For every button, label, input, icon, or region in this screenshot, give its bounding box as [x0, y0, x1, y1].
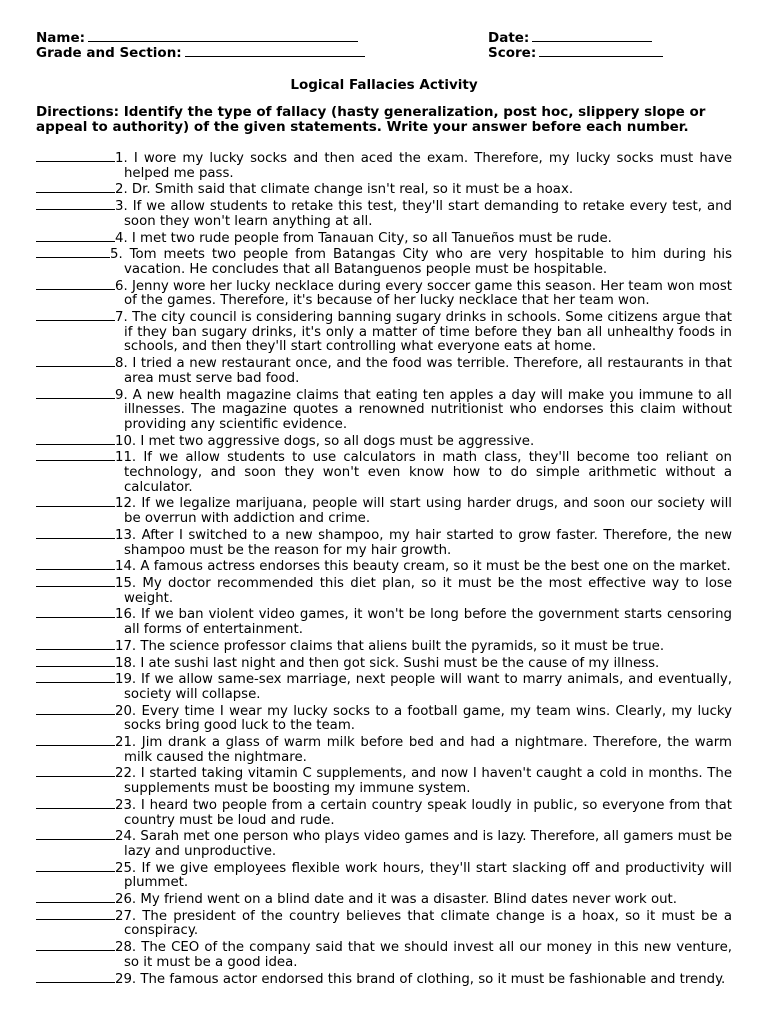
- item-text: 21. Jim drank a glass of warm milk before bed and had a nightmare. Therefore, the warm milk caused the nightmare.: [115, 735, 732, 765]
- list-item: [36, 891, 732, 908]
- list-item: [36, 828, 732, 859]
- list-item: [36, 797, 732, 828]
- answer-blank[interactable]: [36, 433, 115, 445]
- item-text: 29. The famous actor endorsed this brand of clothing, so it must be fashionable and trendy.: [115, 971, 726, 987]
- answer-blank[interactable]: [36, 671, 115, 683]
- date-field: [488, 30, 652, 46]
- item-text: 14. A famous actress endorses this beauty cream, so it must be the best one on the market.: [115, 559, 731, 575]
- item-text: 15. My doctor recommended this diet plan, so it must be the most effective way to lose weight.: [115, 575, 732, 606]
- answer-blank[interactable]: [36, 278, 115, 290]
- item-text: 10. I met two aggressive dogs, so all dogs must be aggressive.: [115, 433, 535, 449]
- item-list: [36, 150, 732, 987]
- answer-blank[interactable]: [36, 891, 115, 903]
- answer-blank[interactable]: [36, 198, 115, 210]
- item-text: 4. I met two rude people from Tanauan City, so all Tanueños must be rude.: [115, 230, 612, 246]
- answer-blank[interactable]: [36, 309, 115, 321]
- list-item: [36, 908, 732, 939]
- list-item: [36, 309, 732, 355]
- item-text: 18. I ate sushi last night and then got sick. Sushi must be the cause of my illness.: [115, 655, 660, 671]
- list-item: [36, 198, 732, 229]
- list-item: [36, 939, 732, 970]
- list-item: [36, 606, 732, 637]
- list-item: [36, 355, 732, 386]
- answer-blank[interactable]: [36, 495, 115, 507]
- item-text: 26. My friend went on a blind date and it was a disaster. Blind dates never work out.: [115, 892, 677, 908]
- item-text: 1. I wore my lucky socks and then aced the exam. Therefore, my lucky socks must have helped me pass.: [115, 151, 732, 181]
- answer-blank[interactable]: [36, 150, 115, 162]
- answer-blank[interactable]: [36, 230, 115, 242]
- item-text: 24. Sarah met one person who plays video games and is lazy. Therefore, all gamers must be lazy and unproductive.: [115, 829, 732, 859]
- name-label: Name:: [36, 30, 86, 46]
- answer-blank[interactable]: [36, 797, 115, 809]
- list-item: [36, 433, 732, 450]
- answer-blank[interactable]: [36, 449, 115, 461]
- worksheet-title: Logical Fallacies Activity: [290, 77, 478, 93]
- answer-blank[interactable]: [36, 860, 115, 872]
- answer-blank[interactable]: [36, 655, 115, 667]
- item-text: 3. If we allow students to retake this test, they'll start demanding to retake every test, and soon they won't learn anything at all.: [115, 199, 732, 229]
- item-text: 23. I heard two people from a certain country speak loudly in public, so everyone from that country must be loud and rude.: [115, 797, 732, 828]
- item-text: 28. The CEO of the company said that we should invest all our money in this new venture, so it must be a good idea.: [115, 940, 732, 970]
- answer-blank[interactable]: [36, 828, 115, 840]
- item-text: 13. After I switched to a new shampoo, my hair started to grow faster. Therefore, the new shampoo must be the reason for my hair growth.: [115, 527, 732, 558]
- item-text: 16. If we ban violent video games, it won't be long before the government starts censoring all forms of entertainment.: [115, 607, 732, 638]
- date-label: Date:: [488, 30, 530, 46]
- list-item: [36, 230, 732, 247]
- item-text: 19. If we allow same-sex marriage, next people will want to marry animals, and eventually, society will collapse.: [115, 672, 732, 702]
- score-label: Score:: [488, 45, 537, 61]
- grade-section-blank[interactable]: [185, 45, 365, 57]
- answer-blank[interactable]: [36, 575, 115, 587]
- score-field: [488, 45, 663, 61]
- date-blank[interactable]: [532, 30, 652, 42]
- list-item: [36, 638, 732, 655]
- list-item: [36, 765, 732, 796]
- answer-blank[interactable]: [36, 558, 115, 570]
- name-field: [36, 30, 358, 46]
- list-item: [36, 671, 732, 702]
- list-item: [36, 387, 732, 433]
- answer-blank[interactable]: [36, 734, 115, 746]
- grade-section-label: Grade and Section:: [36, 45, 182, 61]
- list-item: [36, 246, 732, 277]
- item-text: 9. A new health magazine claims that eating ten apples a day will make you immune to all illnesses. The magazine quotes a renowned nutritionist who endorses this claim without providing any scientific evidence.: [115, 387, 732, 432]
- list-item: [36, 181, 732, 198]
- item-text: 8. I tried a new restaurant once, and the food was terrible. Therefore, all restaurants in that area must serve bad food.: [115, 356, 732, 386]
- item-text: 27. The president of the country believes that climate change is a hoax, so it must be a conspiracy.: [115, 908, 732, 939]
- directions: Directions: Identify the type of fallacy (hasty generalization, post hoc, slippery slope or appeal to authority) of the given statements. Write your answer before each number.: [36, 104, 706, 135]
- score-blank[interactable]: [539, 45, 663, 57]
- list-item: [36, 527, 732, 558]
- item-text: 12. If we legalize marijuana, people will start using harder drugs, and soon our society will be overrun with addiction and crime.: [115, 496, 732, 527]
- list-item: [36, 449, 732, 495]
- item-text: 6. Jenny wore her lucky necklace during every soccer game this season. Her team won most of the games. Therefore, it's because of her lucky necklace that her team won.: [115, 278, 732, 309]
- list-item: [36, 558, 732, 575]
- answer-blank[interactable]: [36, 908, 115, 920]
- name-blank[interactable]: [88, 30, 358, 42]
- grade-section-field: [36, 45, 365, 61]
- item-text: 5. Tom meets two people from Batangas City who are very hospitable to him during his vacation. He concludes that all Batanguenos people must be hospitable.: [110, 247, 732, 277]
- answer-blank[interactable]: [36, 971, 115, 983]
- list-item: [36, 703, 732, 734]
- item-text: 11. If we allow students to use calculators in math class, they'll become too reliant on technology, and soon they won't even know how to do simple arithmetic without a calculator.: [115, 450, 732, 495]
- worksheet-header: [36, 30, 732, 62]
- answer-blank[interactable]: [36, 939, 115, 951]
- list-item: [36, 278, 732, 309]
- list-item: [36, 860, 732, 891]
- list-item: [36, 734, 732, 765]
- item-text: 7. The city council is considering banning sugary drinks in schools. Some citizens argue that if they ban sugary drinks, it's only a matter of time before they ban all unhealthy foods in schools, and then they'll start controlling what everyone eats at home.: [115, 310, 732, 355]
- list-item: [36, 655, 732, 672]
- worksheet: [36, 30, 732, 987]
- list-item: [36, 575, 732, 606]
- answer-blank[interactable]: [36, 638, 115, 650]
- answer-blank[interactable]: [36, 246, 110, 258]
- item-text: 25. If we give employees flexible work hours, they'll start slacking off and productivity will plummet.: [115, 860, 732, 891]
- answer-blank[interactable]: [36, 355, 115, 367]
- list-item: [36, 971, 732, 988]
- answer-blank[interactable]: [36, 703, 115, 715]
- list-item: [36, 495, 732, 526]
- answer-blank[interactable]: [36, 387, 115, 399]
- answer-blank[interactable]: [36, 181, 115, 193]
- answer-blank[interactable]: [36, 606, 115, 618]
- item-text: 17. The science professor claims that aliens built the pyramids, so it must be true.: [115, 638, 665, 654]
- item-text: 2. Dr. Smith said that climate change isn't real, so it must be a hoax.: [115, 182, 574, 198]
- answer-blank[interactable]: [36, 765, 115, 777]
- list-item: [36, 150, 732, 181]
- answer-blank[interactable]: [36, 527, 115, 539]
- item-text: 22. I started taking vitamin C supplements, and now I haven't caught a cold in months. The supplements must be boosting my immune system.: [115, 766, 732, 797]
- item-text: 20. Every time I wear my lucky socks to a football game, my team wins. Clearly, my lucky socks bring good luck to the team.: [115, 703, 732, 734]
